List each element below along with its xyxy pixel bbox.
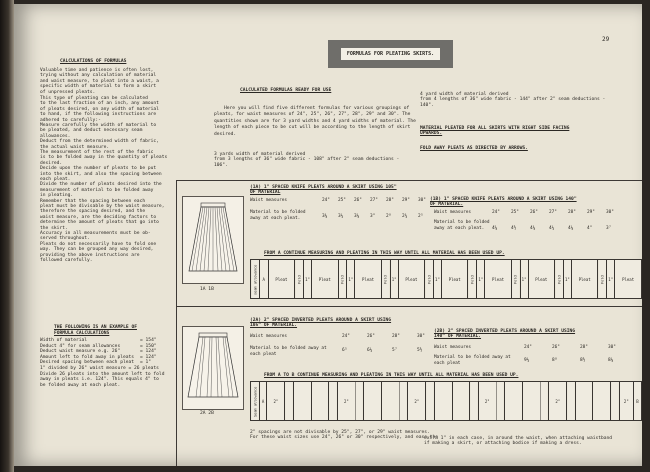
fold-value: 3¼ (338, 214, 344, 219)
book-spine (0, 0, 14, 472)
spacing-cell: 1" (477, 260, 485, 299)
waist-value: 30" (417, 334, 425, 339)
fold-value: 2⁸ (386, 214, 392, 219)
fold-value: 9¼ (524, 358, 530, 363)
s1b-title-line: (1B) 1" SPACED KNIFE PLEATS AROUND A SKIRT USING 140" (430, 197, 577, 202)
fold-value: 4⅛ (568, 226, 574, 231)
intro-line: specific width of material to form a skirt (40, 84, 157, 90)
waist-value: 27" (370, 198, 378, 203)
spacing-cell: 1" (434, 260, 442, 299)
footnote-line: For these waist sizes use 24", 26" or 30" respectively, and ease the (250, 435, 439, 441)
section2-top-rule (176, 306, 642, 307)
fold-value: 8½ (580, 358, 586, 363)
waist-label: Waist measures (250, 334, 288, 339)
pleat-cell: Pleat (485, 260, 512, 299)
fold-label: each pleat (250, 352, 277, 357)
inverted-pleat-skirt-figure (182, 326, 244, 410)
step-line: desired. (40, 160, 63, 166)
step-line: This type of pleating can be calculated (40, 96, 148, 101)
section2-strip-caption: FROM A TO B CONTINUE MEASURING AND PLEATING IN THIS WAY UNTIL ALL MATERIAL HAS BEEN USED UP. (264, 373, 519, 378)
pleat-cell (505, 382, 523, 421)
step-line: The measurement of the rest of the fabric (40, 150, 154, 155)
waist-value: 28" (386, 198, 394, 203)
section-left-rule (176, 180, 177, 466)
intro-line: of unpressed pleats. (40, 89, 96, 95)
spacing-cell: 2" (619, 382, 633, 421)
pleat-cell: Pleat (398, 260, 425, 299)
section1-top-rule (176, 180, 642, 181)
spacing-cell: 1" (563, 260, 571, 299)
waist-value: 28" (392, 334, 400, 339)
fold-cell: Fold (511, 260, 520, 299)
pleat-cell (452, 382, 470, 421)
step-line: Deduct from the determined width of fabric, (40, 139, 159, 145)
footnote-line: 2" spacings are not divisable by 25", 27", or 29" waist measures. (250, 430, 430, 435)
s2a-title-line: 105" OF MATERIAL. (250, 323, 298, 329)
waist-value: 25" (338, 198, 346, 203)
end-marker: B (634, 382, 642, 421)
fold-value: 6¼ (367, 348, 373, 353)
fold-cell (426, 382, 434, 421)
inverted-pleat-skirt-drawing (183, 327, 243, 409)
middle-paragraph: Here you will find five different formulas for various groupings of pleats, for waist measures of 24", 25", 26", 27", 28", 29" and 30". The quantities shown are for 3 yard widths and 4 yard widths of material. The length of each piece to be cut will be according to the length of skirt desired. (214, 106, 416, 137)
left-heading: CALCULATIONS OF FORMULAS (60, 59, 127, 64)
example-label: Deduct 4" for seam allowances (40, 343, 121, 349)
right-side-note-line: MATERIAL PLEATED FOR ALL SKIRTS WITH RIGHT SIDE FACING (420, 126, 570, 131)
middle-heading: CALCULATED FORMULAS READY FOR USE (240, 88, 332, 93)
right-side-note-line: UPWARDS. (420, 131, 443, 137)
fold-label: Material to be folded (434, 220, 490, 225)
pleat-cell: Pleat (615, 260, 642, 299)
step-line: therefore the spacing desired, and the (40, 209, 146, 215)
example-label: Amount left to fold away in pleats (40, 354, 135, 360)
step-line: to the last fraction of an inch, any amount (40, 101, 159, 107)
fold-cell: Fold (468, 260, 477, 299)
s2b-title-line: 140" OF MATERIAL. (434, 334, 482, 340)
fold-cell: Fold (598, 260, 607, 299)
waist-value: 29" (402, 198, 410, 203)
fold-label: Material to be folded away at (434, 355, 511, 360)
s1a-title-line: (1A) 1" SPACED KNIFE PLEATS AROUND A SKIRT USING 105" (250, 185, 397, 190)
fold-label: Material to be folded (250, 210, 306, 215)
header-box (328, 40, 453, 68)
fold-value: 8⁸ (552, 358, 558, 363)
spacing-cell: 2" (267, 382, 285, 421)
fold-cell: Fold (425, 260, 434, 299)
example-value: = 124" (140, 354, 157, 360)
spacing-cell: 2" (549, 382, 567, 421)
knife-pleat-skirt-figure (182, 196, 244, 284)
step-line: Divide the number of pleats desired into the (40, 182, 162, 188)
waist-value: 26" (354, 198, 362, 203)
fold-cell (285, 382, 293, 421)
three-yard-line: from 3 lengths of 36" wide fabric - 108" after 2" seam deductions - (214, 157, 400, 163)
figure-1-caption: 1A 1B (200, 287, 214, 292)
start-marker: A (259, 382, 267, 421)
start-marker: A (259, 260, 268, 299)
step-line: in pleating. (40, 193, 74, 199)
fold-value: 3" (370, 214, 376, 219)
step-line: Remember that the spacing between each (40, 198, 146, 204)
step-line: allowances. (40, 133, 71, 139)
step-line: followed carefully. (40, 258, 93, 263)
fold-cell (470, 382, 478, 421)
fold-value: 8⅛ (608, 358, 614, 363)
step-line: Measure carefully the width of material to (40, 123, 157, 128)
pleat-cell: Pleat (528, 260, 555, 299)
pleat-cell: Pleat (571, 260, 598, 299)
step-line: measurement of material to be folded away (40, 187, 154, 193)
fold-cell: Fold (338, 260, 347, 299)
pleat-cell: Pleat (311, 260, 338, 299)
step-line: is to be folded away in the quantity of pleats (40, 155, 168, 161)
spacing-cell: 2" (337, 382, 355, 421)
waist-value: 30" (418, 198, 426, 203)
fold-cell: Fold (555, 260, 564, 299)
spacing-cell: 1" (304, 260, 312, 299)
book-page (14, 4, 642, 466)
spacing-cell: 1" (347, 260, 355, 299)
waist-value: 28" (580, 345, 588, 350)
fold-cell (567, 382, 575, 421)
fold-value: 3⁷ (606, 226, 612, 231)
four-yard-line: 4 yard width of material derived (420, 92, 509, 97)
fold-value: 4½ (511, 226, 517, 231)
example-heading-line: FORMULA CALCULATIONS (54, 330, 110, 336)
fold-cell (355, 382, 363, 421)
intro-line: Valuable time and patience is often lost, (40, 68, 154, 73)
step-line: adhered to carefully:- (40, 117, 101, 123)
example-value: = 124" (140, 349, 157, 355)
s1b-title-line: OF MATERIAL. (430, 202, 464, 208)
step-line: the skirt. (40, 225, 68, 231)
step-line: to hand, if the following instructions are (40, 112, 157, 118)
seam-allowance-cell: Seam allowance (251, 382, 260, 421)
fold-label: Material to be folded away at (250, 346, 327, 351)
step-line: determine the amount of pleats that go into (40, 220, 159, 226)
fold-value: 4¼ (549, 226, 555, 231)
fold-value: 2¾ (402, 214, 408, 219)
example-label: Width of material (40, 338, 88, 343)
example-value: = 154" (140, 338, 157, 343)
three-yard-line: 106". (214, 162, 228, 168)
fold-value: 4⅜ (530, 226, 536, 231)
pleat-cell (364, 382, 382, 421)
fold-cell: Fold (381, 260, 390, 299)
fold-value: 4" (587, 226, 593, 231)
intro-line: and waist measure, to pleat into a waist, a (40, 78, 159, 84)
spacing-cell: 1" (607, 260, 615, 299)
s2a-title-line: (2A) 2" SPACED INVERTED PLEATS AROUND A SKIRT USING (250, 318, 392, 323)
seam-allowance-cell: seam allowance (251, 260, 260, 299)
spacing-cell: 1" (520, 260, 528, 299)
step-line: of pleats desired, on any width of material (40, 106, 159, 112)
step-line: providing the above instructions are (40, 252, 140, 258)
knife-pleat-diagram (250, 259, 642, 299)
pleat-cell (523, 382, 541, 421)
spacing-cell: 2" (478, 382, 496, 421)
waist-label: Waist measures (434, 210, 472, 215)
fold-cell (496, 382, 504, 421)
four-yard-line: 140". (420, 102, 434, 108)
example-label: Divide 26 pleats into the amount left to fold (40, 371, 165, 377)
fold-value: 4⅝ (492, 226, 498, 231)
pleat-cell (593, 382, 611, 421)
pleat-cell: Pleat (355, 260, 382, 299)
fold-cell: Fold (295, 260, 304, 299)
fold-value: 3⅛ (354, 214, 360, 219)
fold-value: 5½ (417, 348, 423, 353)
fold-value: 3⅜ (322, 214, 328, 219)
example-value: = 150" (140, 343, 157, 349)
page-number: 29 (602, 36, 610, 43)
waist-value: 30" (608, 345, 616, 350)
step-line: be pleated, and deduct necessary seam (40, 128, 143, 134)
waist-value: 25" (511, 210, 519, 215)
waist-label: Waist measures (434, 345, 472, 350)
step-line: the actual waist measure. (40, 144, 110, 150)
pleat-cell: Pleat (441, 260, 468, 299)
step-line: into the skirt, and also the spacing between (40, 171, 162, 177)
waist-value: 30" (606, 210, 614, 215)
example-label: Deduct waist measure e.g. 26" (40, 349, 121, 355)
pleat-cell (293, 382, 311, 421)
pleat-cell (434, 382, 452, 421)
fold-cell (399, 382, 407, 421)
waist-value: 26" (552, 345, 560, 350)
example-label: away in pleats i.e. 124". This equals 4" to (40, 377, 159, 383)
three-yard-line: 3 yards width of material derived (214, 152, 306, 157)
knife-pleat-skirt-drawing (183, 197, 243, 283)
waist-value: 24" (342, 334, 350, 339)
fold-arrows-note: FOLD AWAY PLEATS AS DIRECTED BY ARROWS. (420, 146, 528, 151)
footnote-line: if making a skirt, or attaching bodice if making a dress. (424, 441, 582, 447)
step-line: pleat must be divisable by the waist measure, (40, 204, 165, 209)
inverted-pleat-diagram (250, 381, 642, 421)
waist-value: 28" (568, 210, 576, 215)
pleat-cell: Pleat (268, 260, 295, 299)
s2b-title-line: (2B) 2" SPACED INVERTED PLEATS AROUND A SKIRT USING (434, 329, 576, 334)
example-value: = 1" (140, 360, 152, 366)
fold-label: away at each pleat. (250, 216, 301, 221)
pleat-cell (575, 382, 593, 421)
example-label: Desired spacing between each pleat (40, 360, 135, 366)
fold-cell (540, 382, 548, 421)
spacing-cell: 1" (390, 260, 398, 299)
waist-value: 24" (492, 210, 500, 215)
waist-value: 24" (524, 345, 532, 350)
waist-value: 26" (530, 210, 538, 215)
fold-value: 6⁵ (342, 348, 348, 353)
fold-label: away at each pleat. (434, 226, 485, 231)
fold-cell (329, 382, 337, 421)
four-yard-line: from 4 lengths of 36" wide fabric - 144" after 2" seam deductions - (420, 97, 606, 103)
pleat-cell (382, 382, 400, 421)
example-heading-line: THE FOLLOWING IS AN EXAMPLE OF (54, 325, 137, 330)
section1-strip-caption: FROM A CONTINUE MEASURING AND PLEATING IN THIS WAY UNTIL ALL MATERIAL HAS BEEN USED UP. (264, 251, 505, 256)
figure-2-caption: 2A 2B (200, 411, 214, 416)
step-line: waist measure, are the deciding factors to (40, 214, 157, 220)
waist-value: 29" (587, 210, 595, 215)
fold-value: 5⁷ (392, 348, 398, 353)
waist-value: 26" (367, 334, 375, 339)
fold-label: each pleat (434, 361, 461, 366)
step-line: Pleats do not necessarily have to fold one (40, 241, 157, 247)
example-label: be folded away at each pleat. (40, 382, 121, 388)
fold-value: 2⁵ (418, 214, 424, 219)
waist-value: 24" (322, 198, 330, 203)
waist-value: 27" (549, 210, 557, 215)
header-title: FORMULAS FOR PLEATING SKIRTS. (341, 48, 440, 60)
footnote-line: extra 1" in each case, in around the waist, when attaching waistband (424, 436, 613, 441)
intro-line: trying without any calculation of material (40, 73, 157, 79)
waist-label: Waist measures (250, 198, 288, 203)
s1a-title-line: OF MATERIAL (250, 190, 281, 196)
step-line: way. They can be grouped any way desired, (40, 247, 154, 253)
fold-cell (611, 382, 619, 421)
step-line: served throughout. (40, 236, 90, 242)
step-line: Accuracy in all measurements must be ob- (40, 231, 151, 236)
step-line: each pleat. (40, 177, 71, 182)
example-label: 1" divided by 26" waist measure = 26 pleats (40, 366, 159, 371)
spacing-cell: 2" (408, 382, 426, 421)
step-line: Decide upon the number of pleats to be put (40, 166, 157, 172)
pleat-cell (311, 382, 329, 421)
